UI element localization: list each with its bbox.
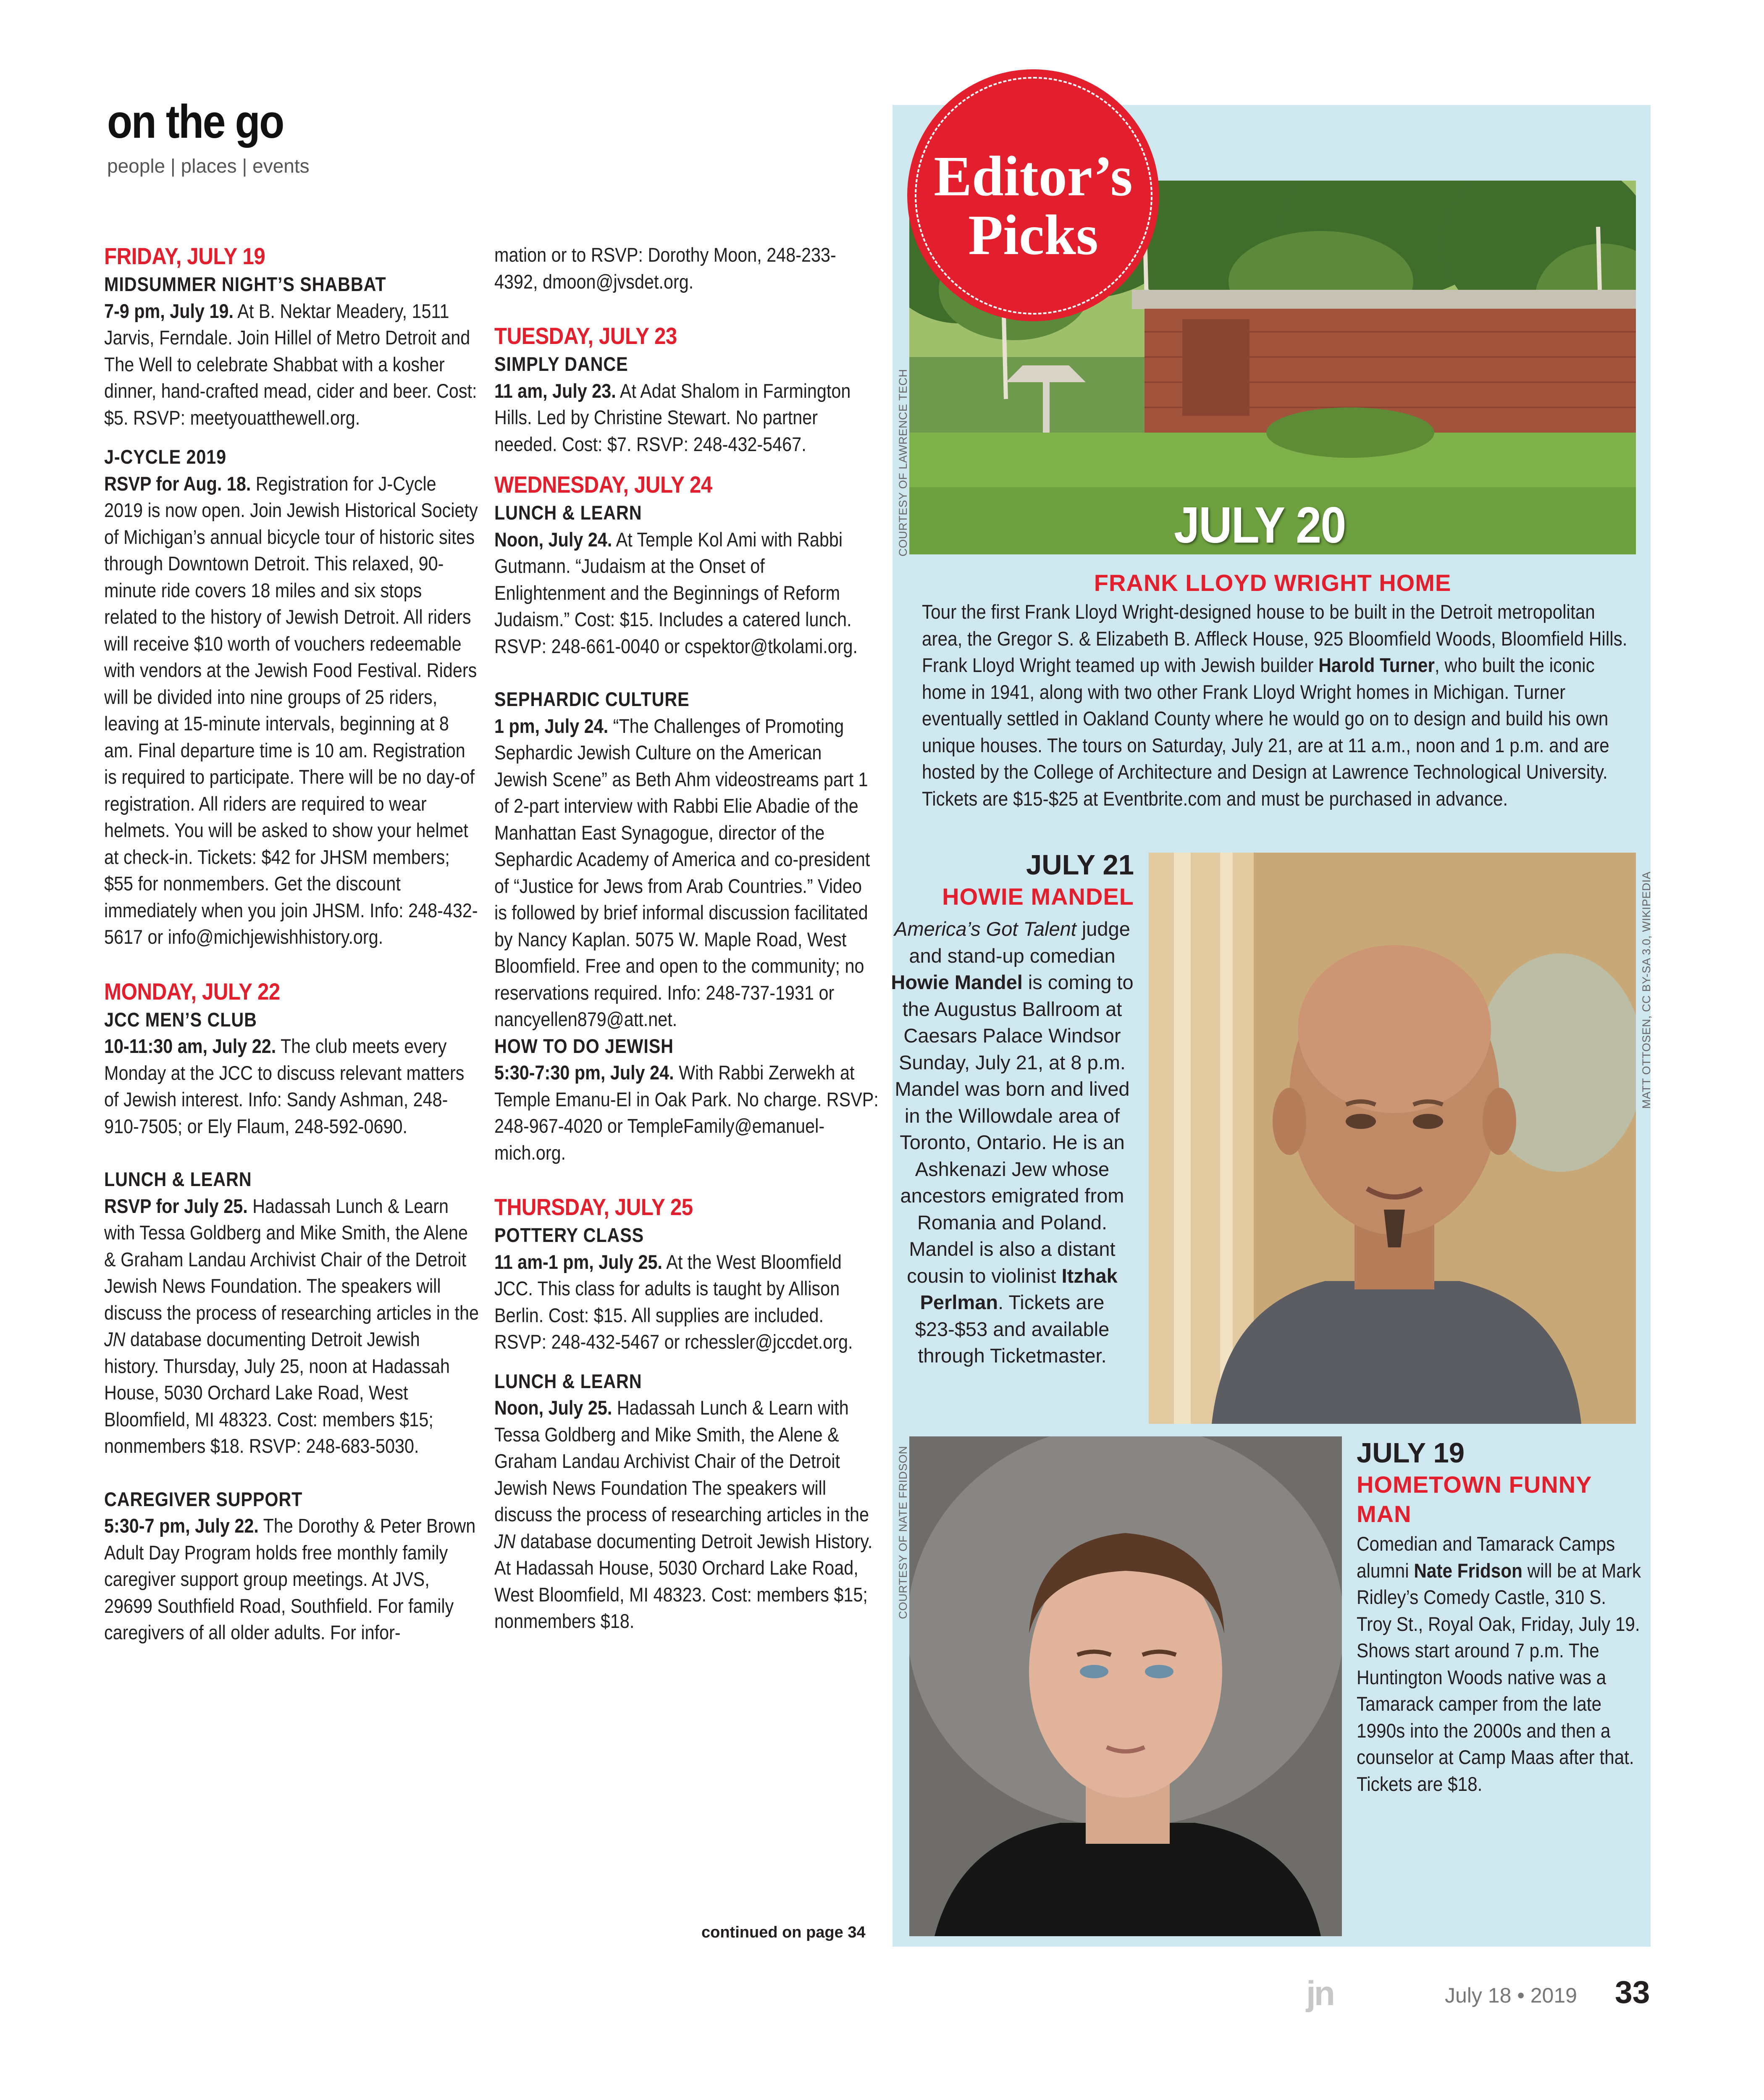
- day-heading-monday: MONDAY, JULY 22: [104, 978, 280, 1005]
- event-body: At Temple Kol Ami with Rabbi Gutmann. “Judaism at the Onset of Enlightenment and the Beginnings of Reform Judaism.” Cost: $15. Includes a catered lunch. RSVP: 248-661-0040 or cspektor@tkolami.org.: [494, 528, 858, 657]
- nate-text-bold: Nate Fridson: [1414, 1559, 1522, 1582]
- jn-logo: jn: [1306, 1974, 1334, 2013]
- event-title: SEPHARDIC CULTURE: [494, 688, 690, 710]
- event-body: database documenting Detroit Jewish History. At Hadassah House, 5030 Orchard Lake Road, West Bloomfield, MI 48323. Cost: members $15; nonmembers $18.: [494, 1530, 873, 1632]
- photo-credit-howie: MATT OTTOSEN, CC BY-SA 3.0, WIKIPEDIA: [1640, 871, 1653, 1109]
- show-title: America’s Got Talent: [894, 918, 1076, 940]
- event-text: [494, 526, 879, 660]
- event-title: JCC MEN’S CLUB: [104, 1008, 257, 1031]
- event-text: [104, 470, 479, 950]
- event-lead: 10-11:30 am, July 22.: [104, 1035, 276, 1057]
- day-heading-thursday: THURSDAY, JULY 25: [494, 1194, 693, 1220]
- section-subtitle: people | places | events: [107, 155, 310, 177]
- event-lead: 11 am, July 23.: [494, 379, 616, 402]
- nate-text-part: will be at Mark Ridley’s Comedy Castle, 310 S. Troy St., Royal Oak, Friday, July 19. Shows start around 7 p.m. The Huntington Woods native was a Tamarack camper from the late 1990s into the 2000s and then a counselor at Camp Maas after that. Tickets are $18.: [1357, 1559, 1641, 1795]
- editors-picks-badge: [907, 69, 1159, 321]
- nate-text: [1357, 1530, 1644, 1797]
- nate-fridson-photo: [909, 1436, 1342, 1936]
- event-title: LUNCH & LEARN: [494, 501, 642, 524]
- event-title: J-CYCLE 2019: [104, 446, 227, 468]
- day-heading-friday: FRIDAY, JULY 19: [104, 243, 265, 269]
- howie-mandel-photo: [1149, 853, 1636, 1424]
- nate-date: JULY 19: [1357, 1437, 1465, 1469]
- badge-line-2: Picks: [968, 204, 1098, 267]
- event-lead: 5:30-7:30 pm, July 24.: [494, 1061, 674, 1084]
- howie-heading: HOWIE MANDEL: [942, 883, 1134, 910]
- howie-text-bold: Howie Mandel: [891, 971, 1023, 993]
- events-column-2: [494, 242, 879, 1635]
- issue-date: July 18 • 2019: [1445, 1984, 1577, 2007]
- frank-text-bold: Harold Turner: [1318, 654, 1435, 676]
- event-lead: 1 pm, July 24.: [494, 714, 609, 737]
- section-title: on the go: [107, 95, 284, 148]
- howie-mandel-pick: [890, 848, 1134, 1369]
- event-lead: 7-9 pm, July 19.: [104, 299, 234, 322]
- event-body: With Rabbi Zerwekh at Temple Emanu-El in Oak Park. No charge. RSVP: 248-967-4020 or TempleFamily@emanuel-mich.org.: [494, 1061, 879, 1164]
- frank-text-part: Tour the first Frank Lloyd Wright-designed house to be built in the Detroit metropolitan area, the Gregor S. & Elizabeth B. Affleck House, 925 Bloomfield Woods, Bloomfield Hills. Frank Lloyd Wright teamed up with Jewish builder: [922, 601, 1628, 676]
- event-title: SIMPLY DANCE: [494, 353, 628, 375]
- howie-date: JULY 21: [1026, 849, 1134, 881]
- event-text: [494, 1249, 879, 1355]
- event-lead: Noon, July 25.: [494, 1396, 612, 1419]
- publication-name: JN: [494, 1530, 516, 1552]
- event-body: Hadassah Lunch & Learn with Tessa Goldberg and Mike Smith, the Alene & Graham Landau Archivist Chair of the Detroit Jewish News Foundation. The speakers will discuss the process of researching articles in the: [104, 1194, 479, 1324]
- howie-text-bold: Itzhak Perlman: [920, 1264, 1118, 1313]
- event-body: At B. Nektar Meadery, 1511 Jarvis, Ferndale. Join Hillel of Metro Detroit and The Well to celebrate Shabbat with a kosher dinner, hand-crafted mead, cider and beer. Cost: $5. RSVP: meetyouatthewell.org.: [104, 299, 477, 429]
- event-title: HOW TO DO JEWISH: [494, 1034, 674, 1057]
- nate-text-part: Comedian and Tamarack Camps alumni: [1357, 1533, 1615, 1582]
- photo-credit-nate: COURTESY OF NATE FRIDSON: [897, 1446, 909, 1619]
- event-text: [494, 713, 879, 1033]
- event-title: LUNCH & LEARN: [104, 1168, 252, 1190]
- page-number: 33: [1615, 1974, 1650, 2010]
- events-column-1: [104, 242, 479, 1646]
- frank-lloyd-wright-text: [922, 598, 1640, 812]
- event-title: LUNCH & LEARN: [494, 1370, 642, 1392]
- badge-line-1: Editor’s: [934, 145, 1133, 208]
- event-body: database documenting Detroit Jewish history. Thursday, July 25, noon at Hadassah House, 5030 Orchard Lake Road, West Bloomfield, MI 48323. Cost: members $15; nonmembers $18. RSVP: 248-683-5030.: [104, 1328, 450, 1457]
- event-text: [494, 1059, 879, 1166]
- event-title: POTTERY CLASS: [494, 1224, 644, 1246]
- event-text: [494, 1394, 879, 1635]
- event-lead: 11 am-1 pm, July 25.: [494, 1250, 663, 1273]
- event-body: “The Challenges of Promoting Sephardic Jewish Culture on the American Jewish Scene” as Beth Ahm videostreams part 1 of 2-part interview with Rabbi Elie Abadie of the Manhattan East Synagogue, director of the Sephardic Academy of America and co-president of “Justice for Jews from Arab Countries.” Video is followed by brief informal discussion facilitated by Nancy Kaplan. 5075 W. Maple Road, West Bloomfield. Free and open to the community; no reservations required. Info: 248-737-1931 or nancyellen879@att.net.: [494, 714, 870, 1030]
- event-lead: RSVP for July 25.: [104, 1194, 248, 1217]
- badge-text: [907, 147, 1159, 265]
- event-lead: RSVP for Aug. 18.: [104, 472, 251, 495]
- event-text: [104, 1512, 479, 1646]
- event-body: Registration for J-Cycle 2019 is now open. Join Jewish Historical Society of Michigan’s annual bicycle tour of historic sites through Downtown Detroit. This relaxed, 90-minute ride covers 18 miles and six stops related to the history of Jewish Detroit. All riders will receive $10 worth of vouchers redeemable with vendors at the Jewish Food Festival. Riders will be divided into nine groups of 25 riders, leaving at 15-minute intervals, beginning at 8 am. Final departure time is 10 am. Registration is required to participate. There will be no day-of registration. All riders are required to wear helmets. You will be asked to show your helmet at check-in. Tickets: $42 for JHSM members; $55 for nonmembers. Get the discount immediately when you join JHSM. Info: 248-432-5617 or info@michjewishhistory.org.: [104, 472, 478, 948]
- nate-heading: HOMETOWN FUNNY MAN: [1357, 1471, 1592, 1527]
- event-body: Hadassah Lunch & Learn with Tessa Goldberg and Mike Smith, the Alene & Graham Landau Archivist Chair of the Detroit Jewish News Foundation The speakers will discuss the process of researching articles in the: [494, 1396, 869, 1525]
- howie-text: [890, 916, 1134, 1369]
- frank-lloyd-wright-heading: FRANK LLOYD WRIGHT HOME: [1094, 570, 1452, 596]
- event-body: The Dorothy & Peter Brown Adult Day Program holds free monthly family caregiver support group meetings. At JVS, 29699 Southfield Road, Southfield. For family caregivers of all older adults. For infor-: [104, 1515, 476, 1643]
- photo-credit-lawrence-tech: COURTESY OF LAWRENCE TECH: [897, 369, 909, 556]
- event-text: [104, 1193, 479, 1460]
- day-heading-tuesday: TUESDAY, JULY 23: [494, 323, 677, 349]
- day-heading-wednesday: WEDNESDAY, JULY 24: [494, 471, 712, 498]
- event-text: [494, 378, 879, 458]
- frank-photo-date-overlay: JULY 20: [1174, 496, 1346, 554]
- event-title: CAREGIVER SUPPORT: [104, 1488, 303, 1510]
- frank-text-part: , who built the iconic home in 1941, along with two other Frank Lloyd Wright homes in Michigan. Turner eventually settled in Oakland County where he would go on to design and build his own unique houses. The tours on Saturday, July 21, are at 11 a.m., noon and 1 p.m. and are hosted by the College of Architecture and Design at Lawrence Technological University. Tickets are $15-$25 at Eventbrite.com and must be purchased in advance.: [922, 654, 1609, 810]
- publication-name: JN: [104, 1328, 126, 1350]
- event-lead: Noon, July 24.: [494, 528, 612, 551]
- event-lead: 5:30-7 pm, July 22.: [104, 1515, 259, 1537]
- nate-fridson-pick: [1357, 1436, 1651, 1797]
- howie-text-part: . Tickets are $23-$53 and available through Ticketmaster.: [915, 1291, 1110, 1367]
- continued-note: continued on page 34: [701, 1924, 866, 1941]
- event-body: At Adat Shalom in Farmington Hills. Led by Christine Stewart. No partner needed. Cost: $7. RSVP: 248-432-5467.: [494, 379, 851, 455]
- event-continuation: mation or to RSVP: Dorothy Moon, 248-233-4392, dmoon@jvsdet.org.: [494, 244, 836, 293]
- event-title: MIDSUMMER NIGHT’S SHABBAT: [104, 273, 386, 295]
- event-body: At the West Bloomfield JCC. This class for adults is taught by Allison Berlin. Cost: $15. All supplies are included. RSVP: 248-432-5467 or rchessler@jccdet.org.: [494, 1250, 853, 1353]
- howie-text-part: judge and stand-up comedian: [909, 918, 1130, 967]
- event-text: [104, 1033, 479, 1139]
- event-body: The club meets every Monday at the JCC to discuss relevant matters of Jewish interest. Info: Sandy Ashman, 248-910-7505; or Ely Flaum, 248-592-0690.: [104, 1035, 465, 1137]
- howie-text-part: is coming to the Augustus Ballroom at Caesars Palace Windsor Sunday, July 21, at 8 p.m. Mandel was born and lived in the Willowdale area of Toronto, Ontario. He is an Ashkenazi Jew whose ancestors emigrated from Romania and Poland. Mandel is also a distant cousin to violinist: [895, 971, 1134, 1287]
- event-text: [104, 298, 479, 431]
